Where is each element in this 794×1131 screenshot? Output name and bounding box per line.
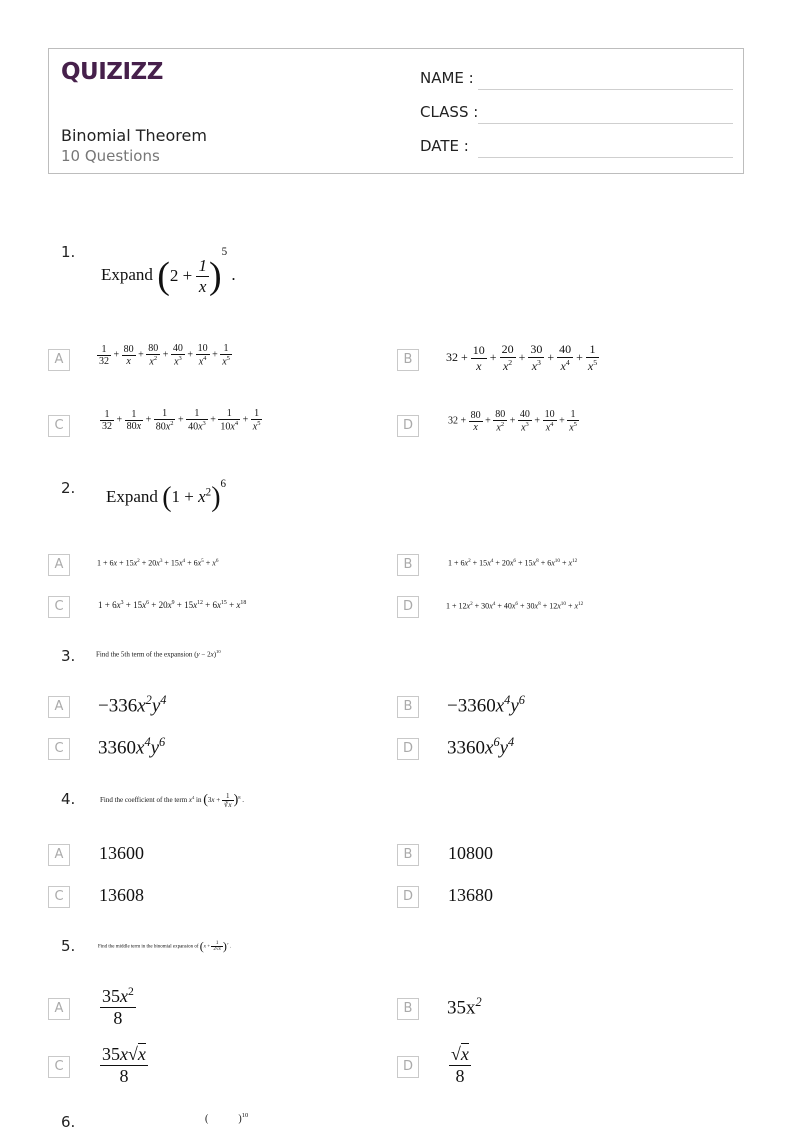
question-number: 3. [61, 647, 76, 665]
prompt-text: Find the 5th term of the expansion [96, 650, 193, 659]
question-number: 4. [61, 790, 76, 808]
option-b-text: 35x [447, 997, 476, 1019]
option-letter-b[interactable]: B [397, 844, 419, 866]
option-d[interactable]: 13680 [448, 885, 493, 905]
option-a[interactable]: $-336x^2y^4$ [98, 693, 167, 717]
option-letter-c[interactable]: C [48, 738, 70, 760]
option-letter-b[interactable]: B [397, 554, 419, 576]
option-c[interactable]: $\frac{35x√x}{8}$ [102, 1044, 146, 1086]
option-letter-c[interactable]: C [48, 596, 70, 618]
option-letter-c[interactable]: C [48, 1056, 70, 1078]
question-count: 10 Questions [61, 147, 160, 165]
option-letter-d[interactable]: D [397, 415, 419, 437]
option-a[interactable]: $\frac{1}{32}$ + $\frac{80}{x}$ + $\frac{80}{x^2}$ + $\frac{40}{x^3}$ + $\frac{10}{x^4}$ + $\frac{1}{x^5}$ [99, 343, 230, 368]
option-letter-a[interactable]: A [48, 349, 70, 371]
question-prompt: Expand $(1 + x^2)^6$ [106, 478, 227, 513]
option-b[interactable]: $1 + 6x^2 + 15x^4 + 20x^6 + 15x^8 + 6x^{10} + x^{12}$ [448, 558, 578, 568]
question-number: 1. [61, 243, 76, 261]
question-prompt: Find the middle term in the binomial expansion of (x + $\frac{1}{2√x}$ )$^7$ . [98, 939, 231, 953]
option-letter-a[interactable]: A [48, 844, 70, 866]
option-c[interactable]: $1 + 6x^3 + 15x^6 + 20x^9 + 15x^{12} + 6x^{15} + x^{18}$ [98, 600, 247, 610]
option-letter-a[interactable]: A [48, 554, 70, 576]
question-prompt: Expand (2 + $\frac{1}{x}$ )$^5$ . [101, 246, 236, 297]
option-b[interactable]: 32 + $\frac{10}{x}$ + $\frac{20}{x^2}$ + $\frac{30}{x^3}$ + $\frac{40}{x^4}$ + $\frac{1}{x^5}$ [446, 342, 598, 373]
option-a[interactable]: 13600 [99, 843, 144, 863]
option-c[interactable]: $\frac{1}{32}$ + $\frac{1}{80x}$ + $\frac{1}{80x^2}$ + $\frac{1}{40x^3}$ + $\frac{1}{10x^4}$ + $\frac{1}{x^5}$ [102, 408, 261, 433]
option-letter-d[interactable]: D [397, 886, 419, 908]
prompt-text: Expand [106, 486, 158, 506]
option-letter-d[interactable]: D [397, 1056, 419, 1078]
option-c[interactable]: 13608 [99, 885, 144, 905]
option-letter-a[interactable]: A [48, 696, 70, 718]
option-c[interactable]: $3360x^4y^6$ [98, 735, 166, 759]
option-d[interactable]: 32 + $\frac{80}{x}$ + $\frac{80}{x^2}$ + $\frac{40}{x^3}$ + $\frac{10}{x^4}$ + $\frac{1}{x^5}$ [448, 409, 577, 434]
option-a[interactable]: $1 + 6x + 15x^2 + 20x^3 + 15x^4 + 6x^5 + x^6$ [97, 558, 219, 568]
option-letter-d[interactable]: D [397, 738, 419, 760]
name-label: NAME : [420, 69, 474, 87]
option-a[interactable]: $\frac{35x^2}{8}$ [102, 985, 134, 1028]
option-b[interactable]: $35x^2$ [447, 995, 482, 1019]
question-prompt: Find the coefficient of the term $x^4$ in (3x + $\frac{1}{∛x}$ )$^8$ . [100, 792, 245, 809]
question-prompt: Find the 5th term of the expansion $(y - 2x)^{10}$ [96, 649, 221, 659]
worksheet-title: Binomial Theorem [61, 126, 207, 145]
option-letter-b[interactable]: B [397, 349, 419, 371]
option-d[interactable]: $\frac{√x}{8}$ [451, 1044, 469, 1086]
option-letter-b[interactable]: B [397, 696, 419, 718]
option-d[interactable]: $1 + 12x^2 + 30x^4 + 40x^6 + 30x^8 + 12x^{10} + x^{12}$ [446, 601, 584, 611]
class-field-line[interactable] [478, 123, 733, 124]
option-b[interactable]: $-3360x^4y^6$ [447, 693, 525, 717]
prompt-text: Find the coefficient of the term [100, 796, 188, 805]
name-field-line[interactable] [478, 89, 733, 90]
option-d[interactable]: $3360x^6y^4$ [447, 735, 515, 759]
prompt-text: Expand [101, 264, 153, 284]
date-label: DATE : [420, 137, 469, 155]
quizizz-logo: QUIZIZZ [61, 59, 163, 85]
question-number: 6. [61, 1113, 76, 1131]
question-prompt-cutoff: ( )$^{10}$ [205, 1112, 249, 1125]
worksheet-header [48, 48, 744, 174]
option-letter-c[interactable]: C [48, 886, 70, 908]
option-letter-b[interactable]: B [397, 998, 419, 1020]
option-letter-d[interactable]: D [397, 596, 419, 618]
question-number: 5. [61, 937, 76, 955]
date-field-line[interactable] [478, 157, 733, 158]
option-b[interactable]: 10800 [448, 843, 493, 863]
option-letter-c[interactable]: C [48, 415, 70, 437]
prompt-text: Find the middle term in the binomial expansion of [98, 944, 199, 950]
class-label: CLASS : [420, 103, 479, 121]
option-letter-a[interactable]: A [48, 998, 70, 1020]
question-number: 2. [61, 479, 76, 497]
